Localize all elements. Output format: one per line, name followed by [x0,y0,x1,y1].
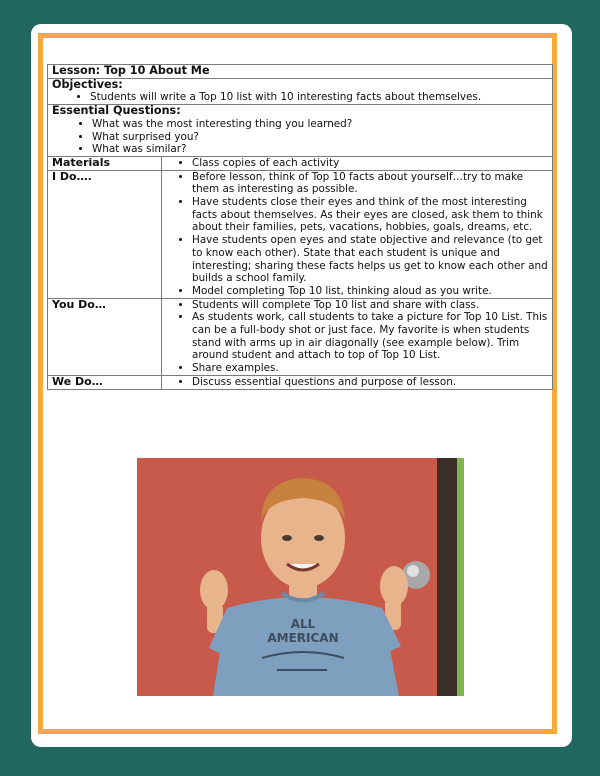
i-do-item: • Have students open eyes and state objective and relevance (to get to know each other). State that each student is unique and interesting; sharing these facts helps us get to know each other and builds a school family. [192,234,548,285]
we-do-row [48,375,553,389]
i-do-row [48,170,553,298]
objectives-row [48,78,553,104]
you-do-item: • Share examples. [192,362,548,375]
you-do-item: • Students will complete Top 10 list and share with class. [192,299,548,312]
objective-item: • Students will write a Top 10 list with 10 interesting facts about themselves. [90,91,548,104]
questions-row [48,105,553,157]
question-item: • What was similar? [92,143,548,156]
student-photo-illustration [137,458,464,696]
green-door-edge [457,458,464,696]
shirt-text-line1: ALL [290,617,316,631]
objectives-label: Objectives: [52,77,123,91]
student-photo [137,458,464,696]
questions-label: Essential Questions: [52,104,181,118]
row-label-you-do: You Do… [48,298,162,375]
you-do-item: • As students work, call students to take a picture for Top 10 List. This can be a full-body shot or just face. My favorite is when students stand with arms up in air diagonally (see example below). Trim around student and attach to top of Top 10 List. [192,311,548,362]
lesson-title: Lesson: Top 10 About Me [48,65,553,79]
i-do-item: • Have students close their eyes and think of the most interesting facts about themselves. As their eyes are closed, ask them to think about their families, pets, vacations, hobbies, goals, dreams, etc. [192,196,548,234]
row-label-materials: Materials [48,156,162,170]
i-do-item: • Model completing Top 10 list, thinking aloud as you write. [192,285,548,298]
lesson-plan-table [47,64,553,390]
question-item: • What surprised you? [92,131,548,144]
question-item: • What was the most interesting thing you learned? [92,118,548,131]
row-label-we-do: We Do… [48,375,162,389]
shirt-text-line2: AMERICAN [267,631,339,645]
materials-row [48,156,553,170]
we-do-item: • Discuss essential questions and purpose of lesson. [192,376,548,389]
row-label-i-do: I Do…. [48,170,162,298]
title-row [48,65,553,79]
materials-item: • Class copies of each activity [192,157,548,170]
i-do-item: • Before lesson, think of Top 10 facts about yourself…try to make them as interesting as possible. [192,171,548,196]
door-frame [437,458,457,696]
you-do-row [48,298,553,375]
